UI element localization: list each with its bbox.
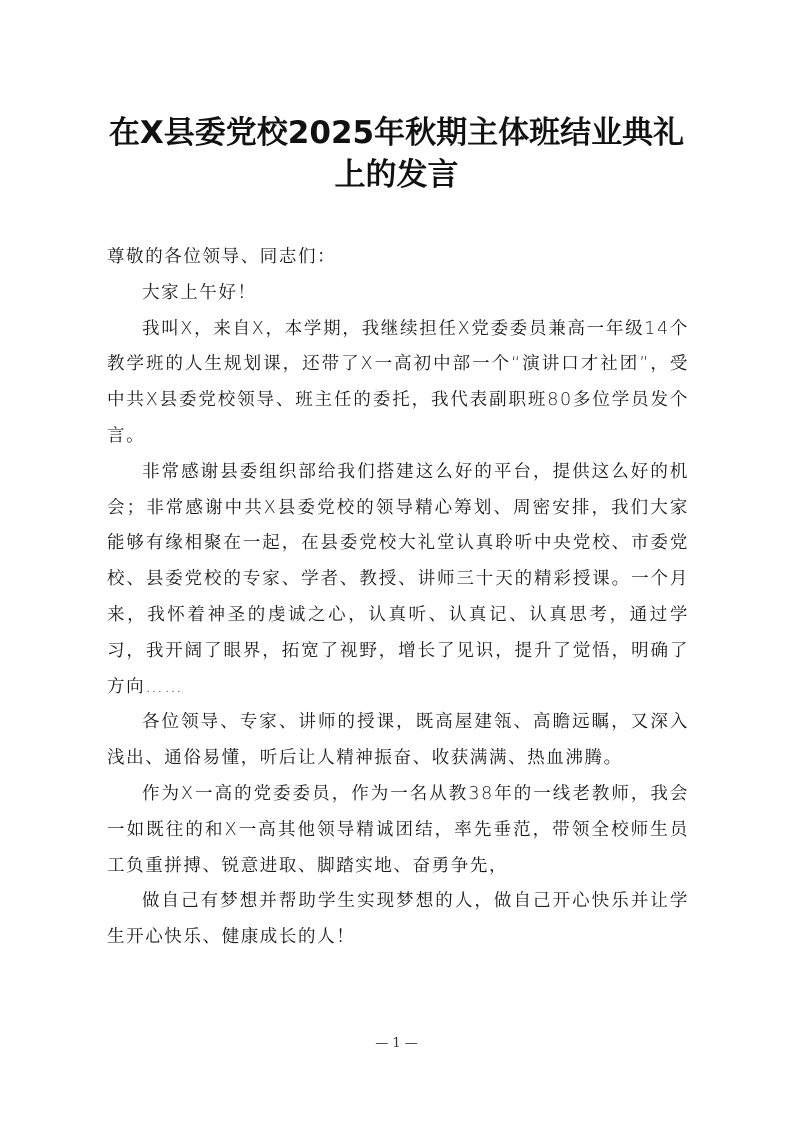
page-number: — 1 — [375,1036,418,1051]
paragraph-lecture-praise: 各位领导、专家、讲师的授课，既高屋建瓴、高瞻远瞩，又深入浅出、通俗易懂，听后让人精神振奋、收获满满、热血沸腾。 [107,712,689,769]
document-title: 在X县委党校2025年秋期主体班结业典礼上的发言 [108,115,685,193]
salutation: 尊敬的各位领导、同志们： [107,247,337,267]
paragraph-greeting: 大家上午好！ [142,282,257,303]
paragraph-aspiration: 做自己有梦想并帮助学生实现梦想的人，做自己开心快乐并让学生开心快乐、健康成长的人！ [107,891,689,948]
paragraph-commitment: 作为X一高的党委委员，作为一名从教38年的一线老教师，我会一如既往的和X一高其他领导精诚团结，率先垂范，带领全校师生员工负重拼搏、锐意进取、脚踏实地、奋勇争先， [107,783,689,876]
paragraph-thanks: 非常感谢县委组织部给我们搭建这么好的平台，提供这么好的机会；非常感谢中共X县委党校的领导精心筹划、周密安排，我们大家能够有缘相聚在一起，在县委党校大礼堂认真聆听中央党校、市委党校、县委党校的专家、学者、教授、讲师三十天的精彩授课。一个月来，我怀着神圣的虔诚之心，认真听、认真记、认真思考，通过学习，我开阔了眼界，拓宽了视野，增长了见识，提升了觉悟，明确了方向…… [107,461,689,697]
paragraph-introduction: 我叫X，来自X，本学期，我继续担任X党委委员兼高一年级14个教学班的人生规划课，还带了X一高初中部一个“演讲口才社团”，受中共X县委党校领导、班主任的委托，我代表副职班80多位学员发个言。 [107,318,689,446]
document-body [107,240,689,956]
